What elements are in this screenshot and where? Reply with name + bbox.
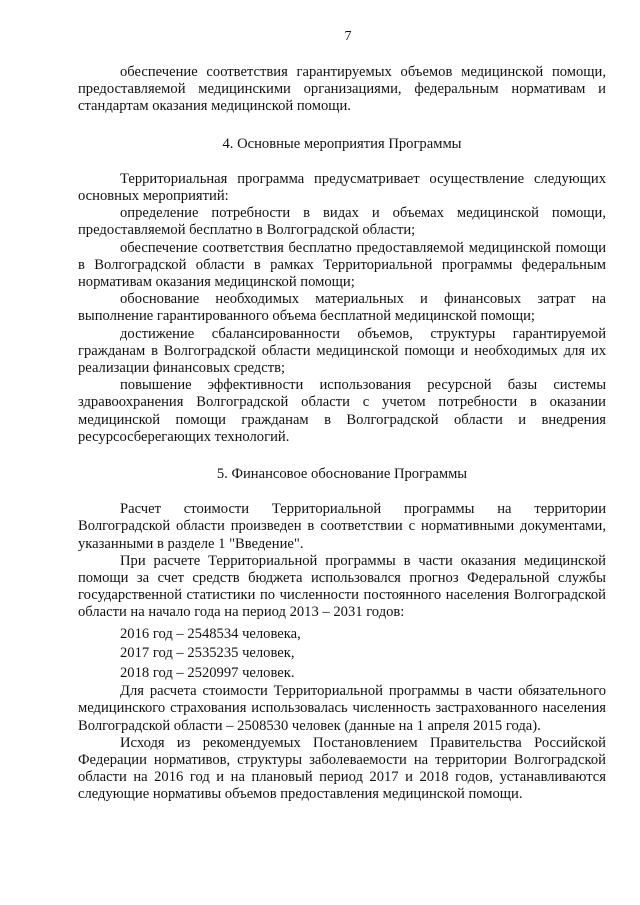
- section-4-item-conformity: обеспечение соответствия бесплатно предоставляемой медицинской помощи в Волгоградской области в рамках Территориальной программы федеральным нормативам оказания медицинской помощи;: [78, 239, 606, 291]
- population-list: [78, 625, 606, 684]
- section-4-heading: 4. Основные мероприятия Программы: [222, 135, 462, 152]
- document-page: [78, 28, 606, 804]
- section-5-paragraph-insurance: Для расчета стоимости Территориальной программы в части обязательного медицинского страхования использовалась численность застрахованного населения Волгоградской области – 2508530 человек (данные на 1 апреля 2015 года).: [78, 683, 606, 734]
- section-4-item-justification: обоснование необходимых материальных и финансовых затрат на выполнение гарантированного объема бесплатной медицинской помощи;: [78, 291, 606, 325]
- section-5-heading: 5. Финансовое обоснование Программы: [216, 466, 468, 483]
- section-4-paragraph-intro: Территориальная программа предусматривает осуществление следующих основных мероприятий:: [78, 170, 606, 205]
- section-4-item-demand: определение потребности в видах и объемах медицинской помощи, предоставляемой бесплатно в Волгоградской области;: [78, 205, 606, 239]
- section-5-paragraph-norms: Исходя из рекомендуемых Постановлением Правительства Российской Федерации нормативов, структуры заболеваемости на территории Волгоградской области на 2016 год и на плановый период 2017 и 2018 годов, устанавливаются следующие нормативы объемов предоставления медицинской помощи.: [78, 734, 606, 803]
- population-2016: 2016 год – 2548534 человека,: [120, 625, 301, 642]
- section-5-paragraph-calculation: Расчет стоимости Территориальной программы на территории Волгоградской области произведен в соответствии с нормативными документами, указанными в разделе 1 "Введение".: [78, 501, 606, 552]
- intro-paragraph: обеспечение соответствия гарантируемых объемов медицинской помощи, предоставляемой медицинскими организациями, федеральным нормативам и стандартам оказания медицинской помощи.: [78, 64, 606, 115]
- section-5-paragraph-budget: При расчете Территориальной программы в части оказания медицинской помощи за счет средств бюджета использовался прогноз Федеральной службы государственной статистики по численности постоянного населения Волгоградской области на начало года на период 2013 – 2031 годов:: [78, 552, 606, 621]
- section-4-item-balance: достижение сбалансированности объемов, структуры гарантируемой гражданам в Волгоградской области медицинской помощи и необходимых для их реализации финансовых средств;: [78, 325, 606, 377]
- population-2017: 2017 год – 2535235 человек,: [120, 645, 295, 662]
- population-2018: 2018 год – 2520997 человек.: [120, 664, 295, 681]
- section-4-item-efficiency: повышение эффективности использования ресурсной базы системы здравоохранения Волгоградской области с учетом потребности в оказании медицинской помощи гражданам в Волгоградской области и внедрения ресурсосберегающих технологий.: [78, 377, 606, 445]
- page-number: 7: [344, 29, 352, 44]
